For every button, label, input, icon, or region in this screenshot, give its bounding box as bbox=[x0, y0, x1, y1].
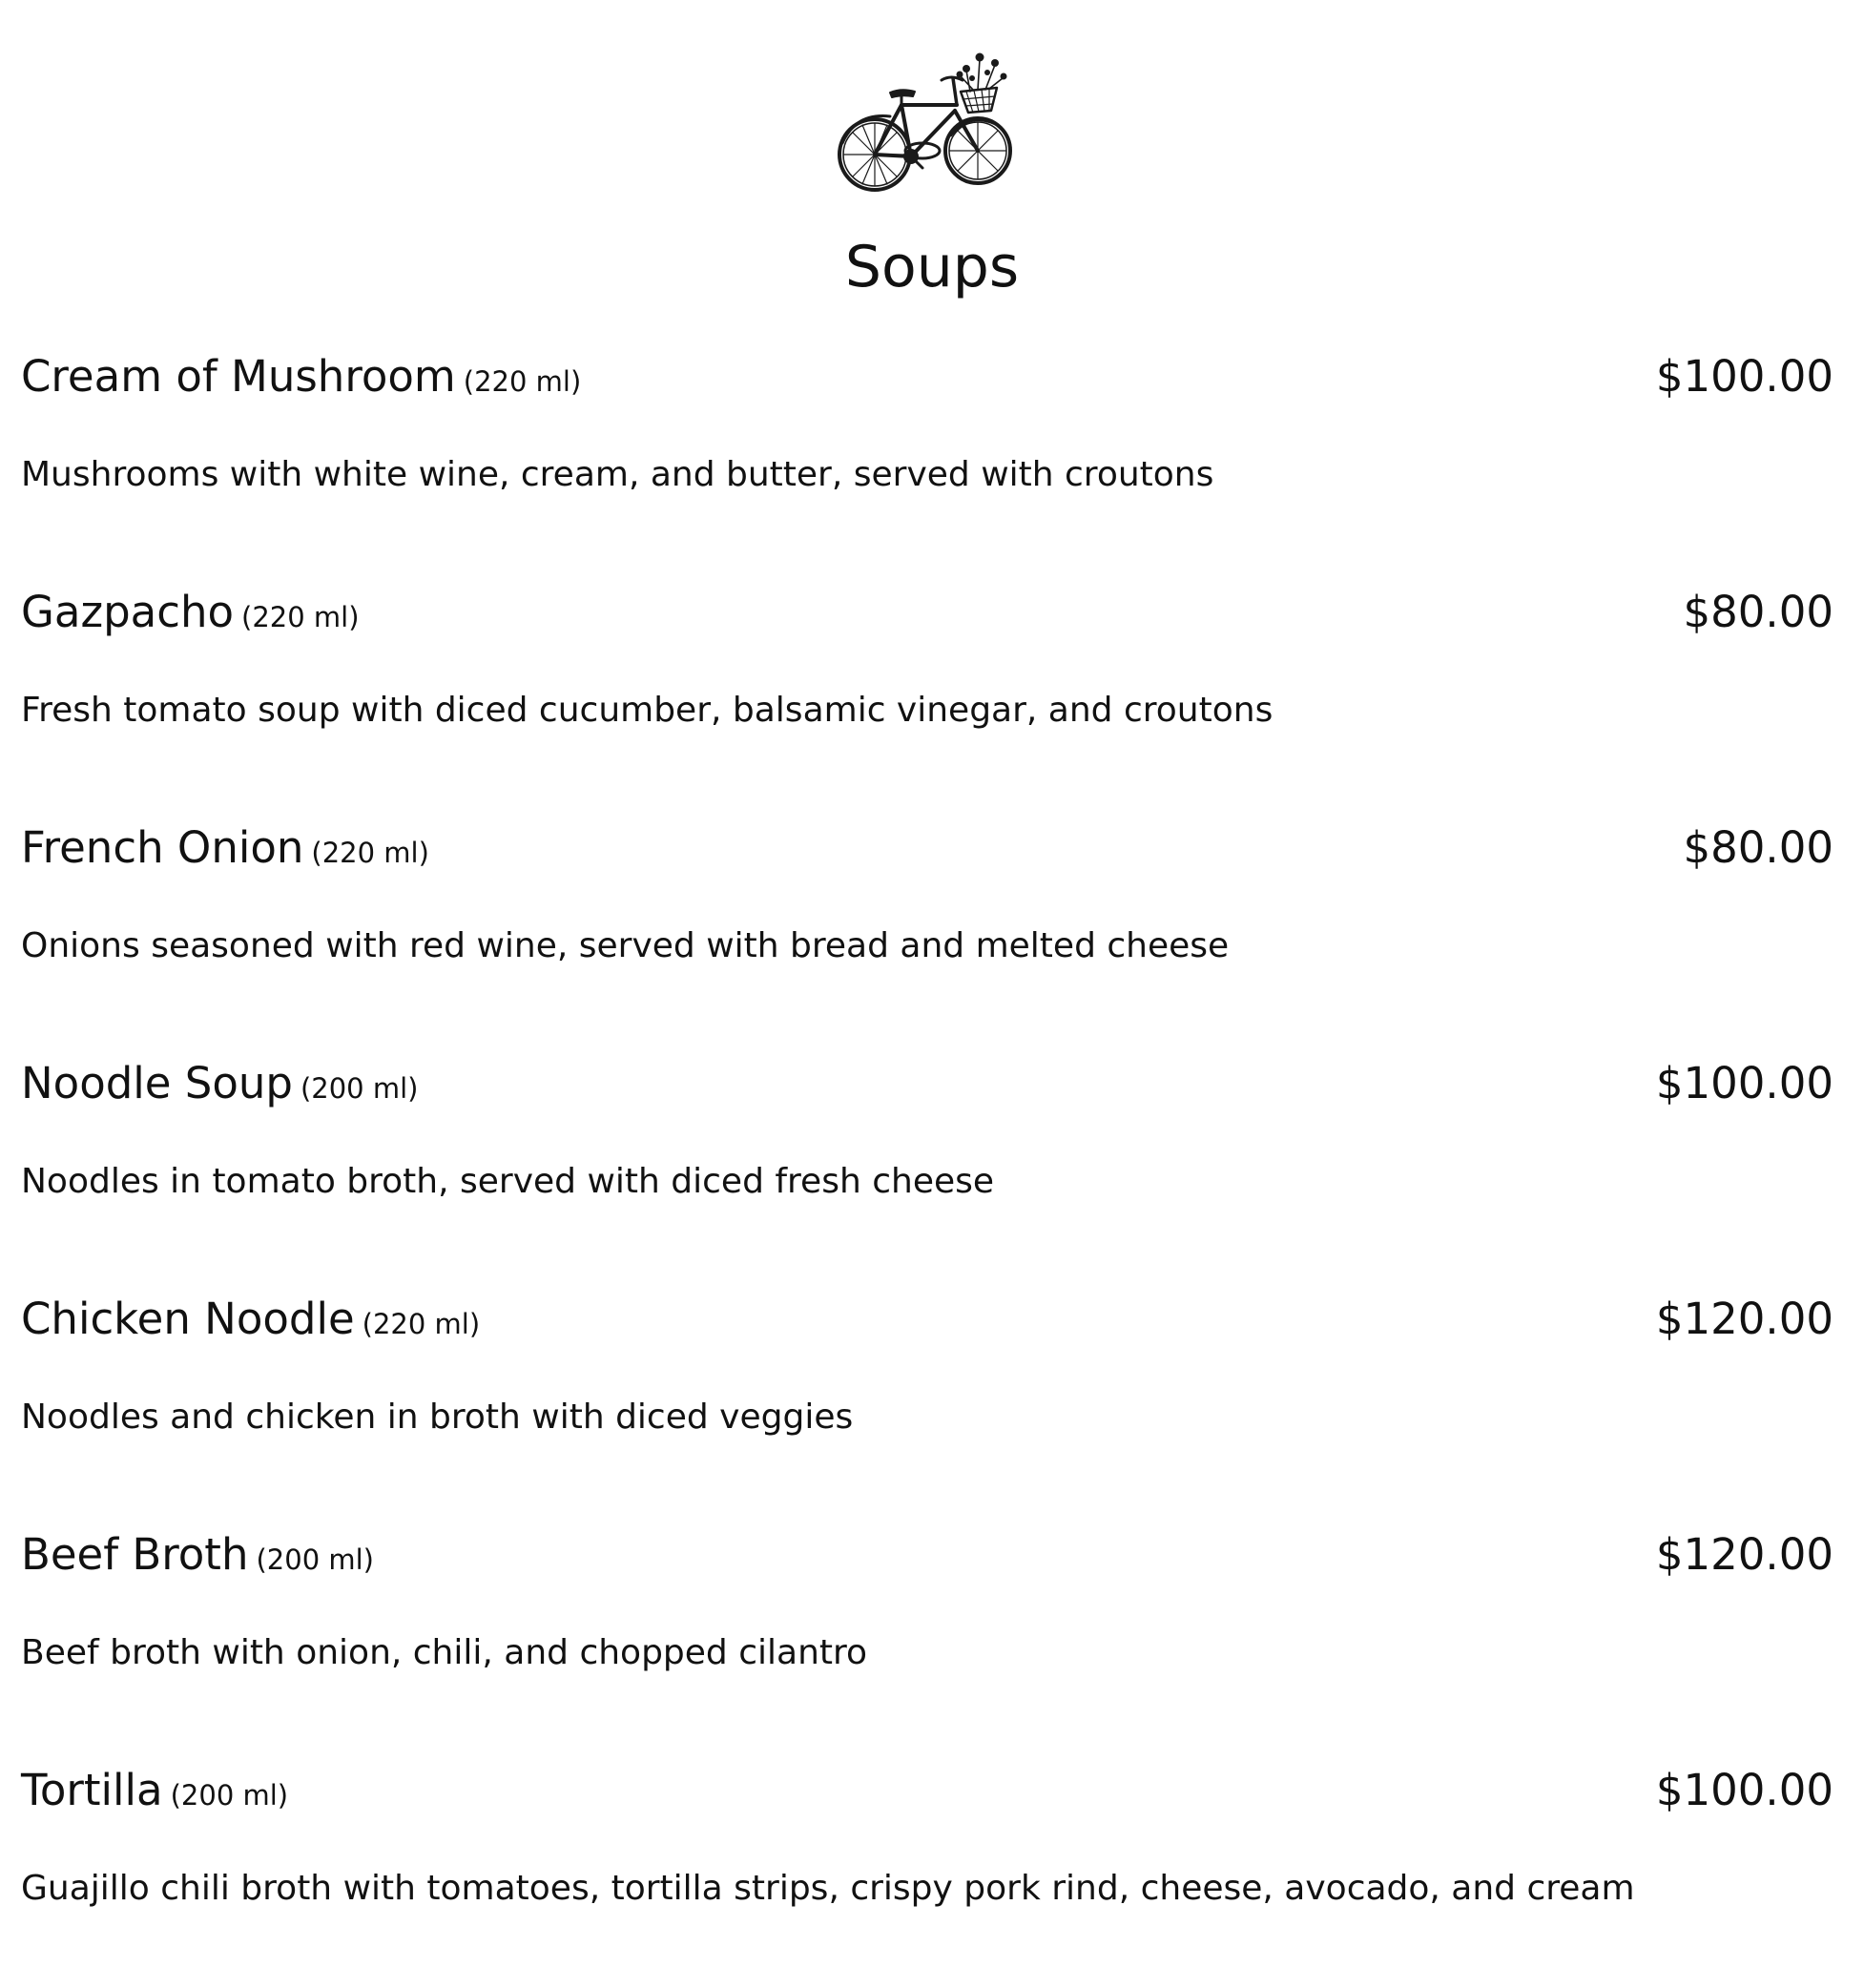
menu-item-name: Cream of Mushroom bbox=[21, 351, 456, 402]
menu-item-size: (200 ml) bbox=[170, 1779, 289, 1812]
menu-item-header bbox=[21, 810, 1833, 886]
menu-item-name-line bbox=[21, 339, 581, 420]
menu-item bbox=[0, 1517, 1864, 1752]
menu-item-header bbox=[21, 574, 1833, 651]
menu-item-name-line bbox=[21, 1281, 480, 1362]
menu-item-name: Gazpacho bbox=[21, 587, 235, 637]
menu-item-size: (220 ml) bbox=[241, 601, 360, 633]
menu-item bbox=[0, 574, 1864, 810]
menu-item-description: Guajillo chili broth with tomatoes, tortilla strips, crispy pork rind, cheese, avocado, and cream bbox=[21, 1869, 1635, 1908]
menu-item bbox=[0, 1752, 1864, 1988]
menu-list bbox=[0, 339, 1864, 1988]
menu-item-name: Beef Broth bbox=[21, 1529, 249, 1580]
menu-item-size: (220 ml) bbox=[311, 837, 429, 869]
section-title: Soups bbox=[844, 234, 1020, 300]
menu-item bbox=[0, 339, 1864, 574]
menu-item-description: Mushrooms with white wine, cream, and butter, served with croutons bbox=[21, 455, 1214, 494]
menu-item-description: Onions seasoned with red wine, served with bread and melted cheese bbox=[21, 926, 1230, 965]
menu-item-description: Fresh tomato soup with diced cucumber, balsamic vinegar, and croutons bbox=[21, 691, 1274, 730]
menu-item-price: $80.00 bbox=[1683, 822, 1833, 873]
menu-item-price: $100.00 bbox=[1655, 1765, 1833, 1815]
menu-item-price: $80.00 bbox=[1683, 587, 1833, 637]
menu-item-name-line bbox=[21, 1046, 418, 1127]
menu-item-size: (200 ml) bbox=[300, 1072, 419, 1105]
menu-item-name: French Onion bbox=[21, 822, 304, 873]
menu-item-name: Chicken Noodle bbox=[21, 1294, 355, 1344]
menu-item-name-line bbox=[21, 574, 360, 655]
menu-item-size: (220 ml) bbox=[463, 365, 582, 398]
bicycle-with-flower-basket-icon bbox=[835, 50, 1016, 202]
menu-item-price: $100.00 bbox=[1655, 1058, 1833, 1108]
menu-item-size: (200 ml) bbox=[256, 1543, 374, 1576]
menu-item bbox=[0, 1046, 1864, 1281]
menu-item-header bbox=[21, 1517, 1833, 1593]
menu-item-price: $120.00 bbox=[1655, 1294, 1833, 1344]
menu-item-name-line bbox=[21, 810, 429, 891]
menu-item-price: $120.00 bbox=[1655, 1529, 1833, 1580]
menu-item-header bbox=[21, 1281, 1833, 1357]
menu-item-header bbox=[21, 1046, 1833, 1122]
menu-item-description: Noodles in tomato broth, served with diced fresh cheese bbox=[21, 1162, 995, 1201]
menu-item-name: Noodle Soup bbox=[21, 1058, 293, 1108]
menu-item bbox=[0, 810, 1864, 1046]
menu-item-description: Beef broth with onion, chili, and chopped cilantro bbox=[21, 1633, 868, 1672]
menu-item-name-line bbox=[21, 1752, 288, 1833]
menu-item-price: $100.00 bbox=[1655, 351, 1833, 402]
menu-item-name: Tortilla bbox=[21, 1765, 163, 1815]
menu-item-header bbox=[21, 1752, 1833, 1829]
menu-item bbox=[0, 1281, 1864, 1517]
menu-item-description: Noodles and chicken in broth with diced veggies bbox=[21, 1398, 854, 1437]
menu-item-name-line bbox=[21, 1517, 374, 1598]
menu-item-header bbox=[21, 339, 1833, 415]
menu-item-size: (220 ml) bbox=[362, 1308, 481, 1340]
